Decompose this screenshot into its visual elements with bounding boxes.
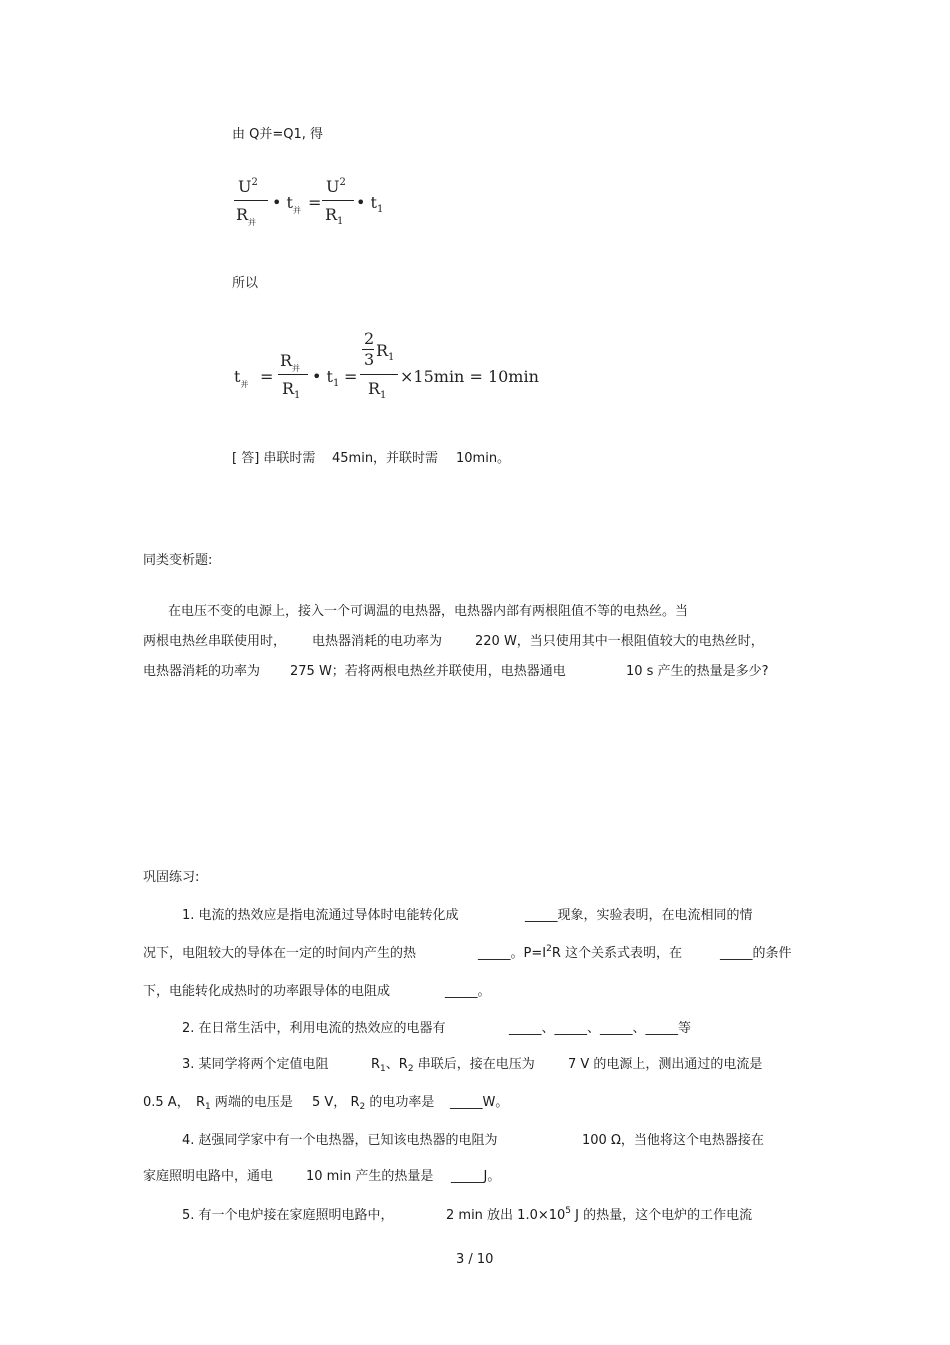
question-3: 3. 某同学将两个定值电阻 [182,1057,329,1072]
question-3 [196,1095,293,1112]
question-1: _____。 [445,984,491,999]
fraction-bar [322,200,354,201]
section-heading: 巩固练习: [143,870,200,885]
exponent: 2 [546,944,552,954]
sub: 1 [388,352,395,363]
question-5 [446,1208,752,1225]
question-1: _____现象，实验表明，在电流相同的情 [525,908,753,923]
text: J 的热量，这个电炉的工作电流 [571,1208,753,1223]
equals-sign: = [344,367,358,386]
text: 、R [385,1057,408,1072]
problem-line: 10 s 产生的热量是多少? [626,664,769,679]
inner-r [376,342,394,363]
dot-t [356,194,383,215]
sub: 1 [376,204,384,215]
text: 2 min 放出 1.0×10 [446,1208,566,1223]
subscript: 2 [359,1102,366,1112]
formula-denominator [325,206,343,227]
question-1: 况下，电阻较大的导体在一定的时间内产生的热 [143,946,417,961]
text: 串联后，接在电压为 [413,1057,535,1072]
formula-numerator [280,352,300,373]
problem-line: 220 W，当只使用其中一根阻值较大的电热丝时， [475,634,764,649]
sub: 并 [240,380,249,389]
question-1: 下，电能转化成热时的功率跟导体的电阻成 [143,984,391,999]
text: R 这个关系式表明，在 [551,946,682,961]
var-r: R [368,379,381,398]
problem-line: 275 W；若将两根电热丝并联使用，电热器通电 [290,664,566,679]
formula-tail: ×15min = 10min [400,367,539,386]
text: 的电功率是 [365,1095,435,1110]
var-r: R [325,205,338,224]
text: R [350,1095,360,1110]
text-line: 由 Q并=Q1, 得 [232,127,324,142]
problem-line: 电热器消耗的功率为 [143,664,261,679]
question-3: 7 V 的电源上，测出通过的电流是 [568,1057,763,1072]
problem-line: 电热器消耗的电功率为 [312,634,443,649]
formula-numerator [238,178,258,199]
text: • t [356,193,377,212]
formula-heat-equality [232,176,392,236]
problem-line: 两根电热丝串联使用时， [143,634,287,649]
answer-line: 45min，并联时需 [332,451,439,466]
question-4: 家庭照明电路中，通电 [143,1169,274,1184]
question-1: 1. 电流的热效应是指电流通过导体时电能转化成 [182,908,459,923]
text: _____。P=I [478,946,547,961]
formula-denominator [368,380,386,401]
var-u: U [238,177,252,196]
formula-denominator [236,206,256,227]
var-r: R [280,351,293,370]
question-3 [312,1095,434,1112]
sub: 1 [380,390,387,401]
var-r: R [376,341,389,360]
var-r: R [236,205,249,224]
page-number: 3 / 10 [456,1252,494,1267]
var-r: R [282,379,295,398]
inner-numerator: 2 [364,329,375,348]
text: • t [272,193,293,212]
answer-line: [ 答] 串联时需 [232,451,316,466]
question-4: 10 min 产生的热量是 [306,1169,434,1184]
sub: 并 [292,364,301,373]
var-u: U [326,177,340,196]
text: R [196,1095,206,1110]
sub: 并 [248,218,257,227]
text: • t [312,367,333,386]
subscript: 1 [205,1102,211,1112]
answer-line: 10min。 [456,451,511,466]
fraction-bar [360,374,398,375]
dot-t [312,368,339,389]
formula-numerator [326,178,346,199]
question-4: 100 Ω，当他将这个电热器接在 [582,1133,764,1148]
text: R [371,1057,381,1072]
equals-sign: = [260,367,274,386]
formula-denominator [282,380,300,401]
text: 两端的电压是 [210,1095,293,1110]
sub: 1 [337,216,344,227]
inner-denominator: 3 [364,350,375,369]
text-line: 所以 [232,276,259,291]
subscript: 1 [380,1064,386,1074]
question-1 [478,946,682,963]
sub: 1 [294,390,301,401]
equals-sign: = [308,193,322,212]
problem-line: 在电压不变的电源上，接入一个可调温的电热器，电热器内部有两根阻值不等的电热丝。当 [168,604,689,619]
question-5: 5. 有一个电炉接在家庭照明电路中， [182,1208,394,1223]
text: 5 V， [312,1095,347,1110]
question-4: _____J。 [451,1169,501,1184]
question-2: 2. 在日常生活中，利用电流的热效应的电器有 [182,1021,446,1036]
question-3 [371,1057,535,1074]
question-4: 4. 赵强同学家中有一个电热器，已知该电热器的电阻为 [182,1133,498,1148]
fraction-bar [234,200,268,201]
section-heading: 同类变析题: [143,553,213,568]
sub: 1 [332,378,340,389]
question-3: 0.5 A， [143,1095,190,1110]
question-3: _____W。 [450,1095,509,1110]
exp: 2 [339,177,346,188]
exponent: 5 [565,1206,572,1216]
sub: 并 [292,206,301,215]
dot-t [272,194,301,215]
lhs [234,368,248,389]
formula-time-parallel [232,330,552,405]
question-1: _____的条件 [720,946,792,961]
question-2: _____、_____、_____、_____等 [509,1021,692,1036]
subscript: 2 [407,1064,414,1074]
var-t: t [234,367,241,386]
fraction-bar [278,374,308,375]
exp: 2 [251,177,258,188]
